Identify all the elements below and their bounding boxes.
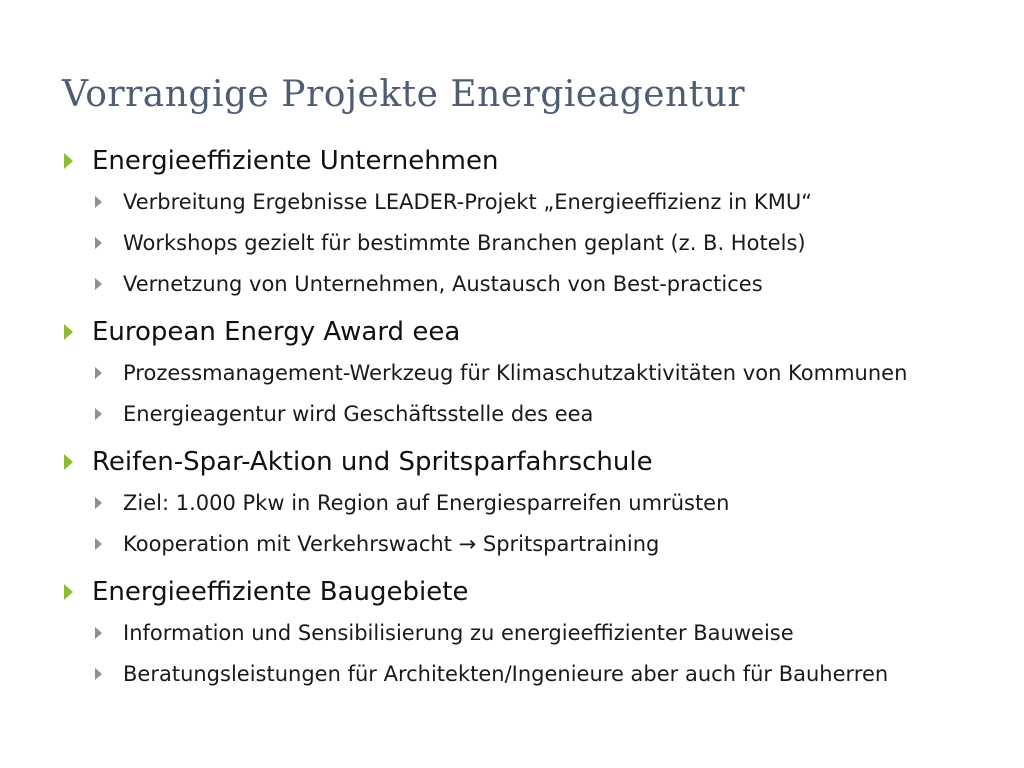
section-heading: Energieeffiziente Unternehmen	[92, 146, 499, 176]
gray-triangle-bullet-icon	[93, 653, 123, 694]
section	[62, 141, 1002, 304]
green-triangle-bullet-icon	[62, 312, 92, 352]
list-item	[62, 523, 1002, 564]
bullet-list	[62, 137, 1002, 694]
gray-triangle-bullet-icon	[93, 181, 123, 222]
list-item	[62, 653, 1002, 694]
list-item-text: Verbreitung Ergebnisse LEADER-Projekt „Energieeffizienz in KMU“	[123, 189, 813, 214]
gray-triangle-bullet-icon	[93, 612, 123, 653]
gray-triangle-bullet-icon	[93, 393, 123, 434]
gray-triangle-bullet-icon	[93, 482, 123, 523]
section-heading: Reifen-Spar-Aktion und Spritsparfahrschule	[92, 447, 653, 477]
gray-triangle-bullet-icon	[93, 352, 123, 393]
list-item	[62, 352, 1002, 393]
slide-title: Vorrangige Projekte Energieagentur	[62, 74, 746, 115]
section-heading-row	[62, 572, 1002, 612]
green-triangle-bullet-icon	[62, 442, 92, 482]
section	[62, 312, 1002, 434]
list-item	[62, 393, 1002, 434]
section-heading: Energieeffiziente Baugebiete	[92, 577, 469, 607]
sub-list	[62, 181, 1002, 304]
list-item	[62, 263, 1002, 304]
list-item	[62, 612, 1002, 653]
list-item-text: Kooperation mit Verkehrswacht → Spritspartraining	[123, 531, 660, 556]
gray-triangle-bullet-icon	[93, 523, 123, 564]
sub-list	[62, 352, 1002, 434]
list-item-text: Workshops gezielt für bestimmte Branchen geplant (z. B. Hotels)	[123, 230, 806, 255]
section-heading-row	[62, 442, 1002, 482]
section	[62, 572, 1002, 694]
list-item-text: Energieagentur wird Geschäftsstelle des eea	[123, 401, 594, 426]
section-heading-row	[62, 141, 1002, 181]
gray-triangle-bullet-icon	[93, 222, 123, 263]
list-item-text: Vernetzung von Unternehmen, Austausch von Best-practices	[123, 271, 763, 296]
section-heading-row	[62, 312, 1002, 352]
section-heading: European Energy Award eea	[92, 317, 461, 347]
list-item	[62, 222, 1002, 263]
list-item-text: Prozessmanagement-Werkzeug für Klimaschutzaktivitäten von Kommunen	[123, 360, 908, 385]
list-item-text: Ziel: 1.000 Pkw in Region auf Energiesparreifen umrüsten	[123, 490, 730, 515]
section	[62, 442, 1002, 564]
list-item	[62, 482, 1002, 523]
sub-list	[62, 482, 1002, 564]
list-item-text: Beratungsleistungen für Architekten/Ingenieure aber auch für Bauherren	[123, 661, 889, 686]
list-item	[62, 181, 1002, 222]
green-triangle-bullet-icon	[62, 572, 92, 612]
green-triangle-bullet-icon	[62, 141, 92, 181]
sub-list	[62, 612, 1002, 694]
list-item-text: Information und Sensibilisierung zu energieeffizienter Bauweise	[123, 620, 794, 645]
gray-triangle-bullet-icon	[93, 263, 123, 304]
